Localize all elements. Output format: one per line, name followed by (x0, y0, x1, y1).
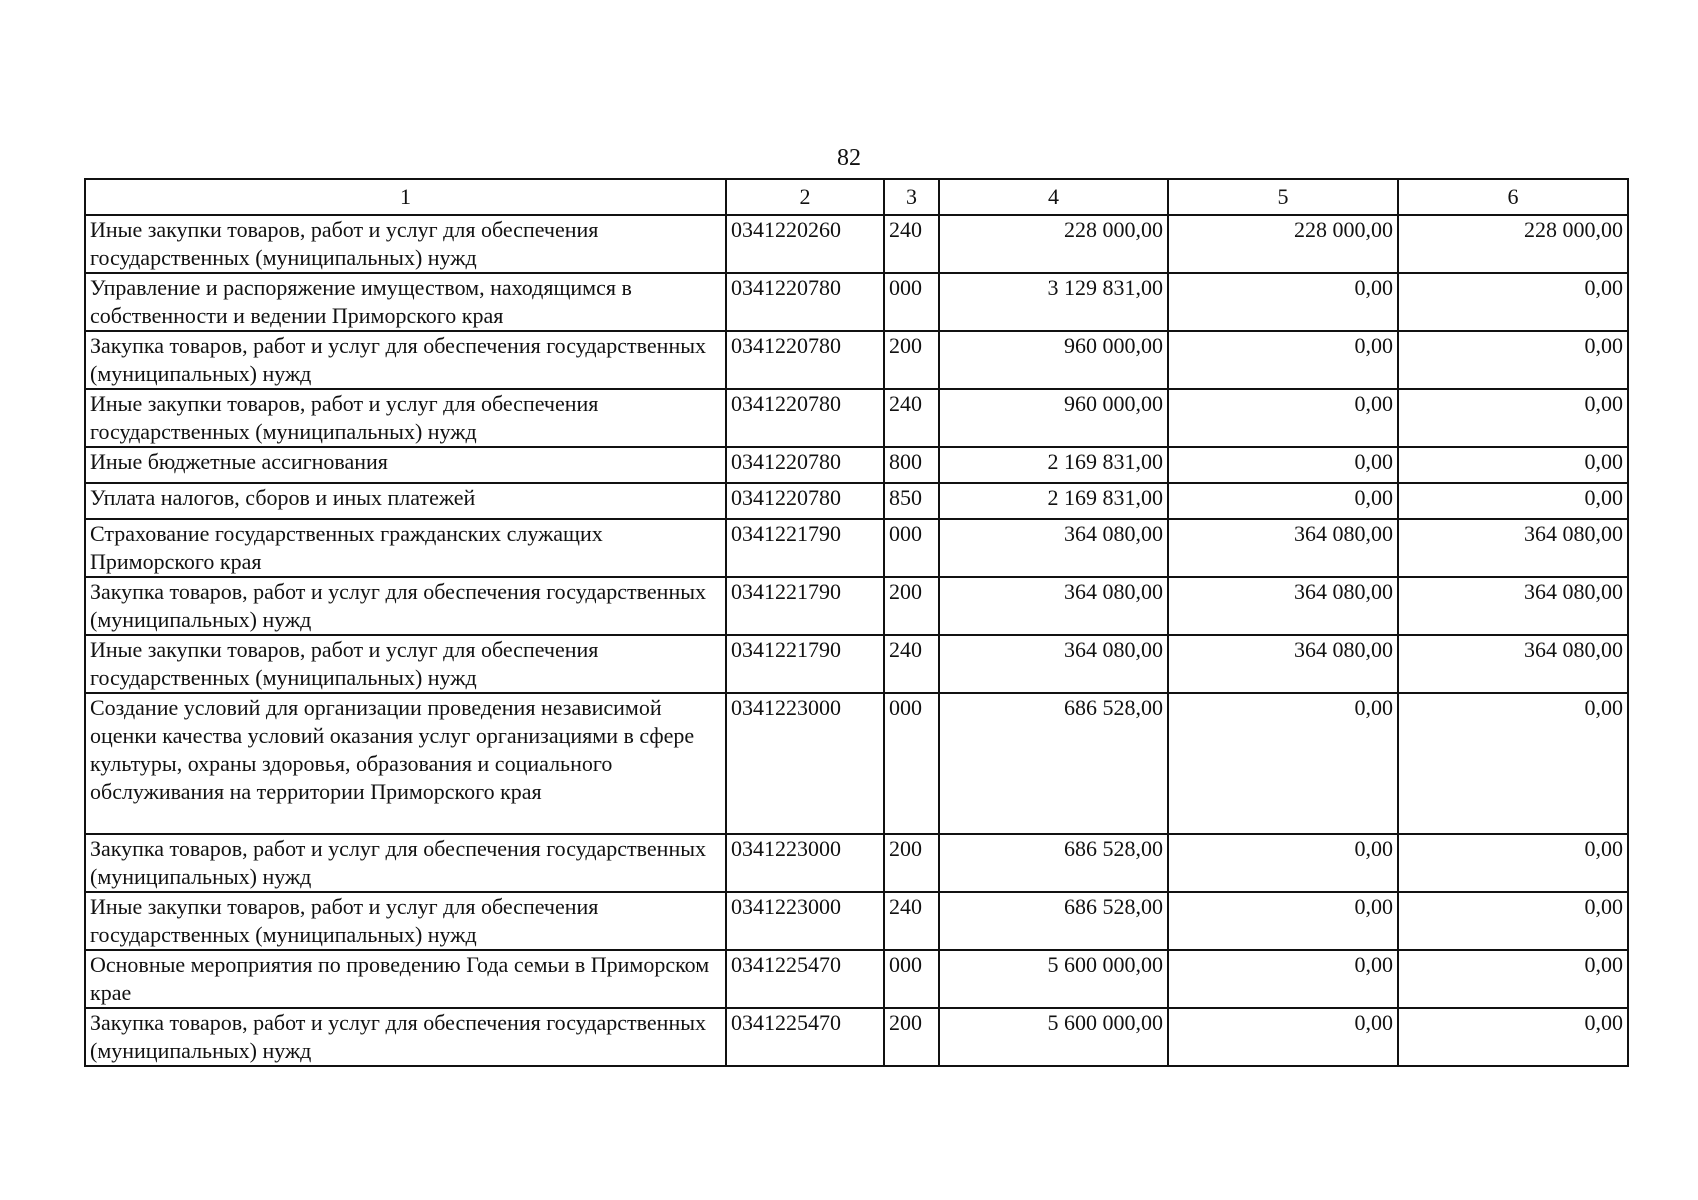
row-code-cell: 0341220780 (726, 483, 884, 519)
row-value-4-cell: 686 528,00 (939, 693, 1168, 834)
row-code-cell: 0341223000 (726, 834, 884, 892)
row-value-4-cell: 364 080,00 (939, 519, 1168, 577)
table-row (85, 635, 1628, 693)
row-value-5-cell: 0,00 (1168, 273, 1398, 331)
column-header-3: 3 (884, 179, 939, 215)
table-row (85, 834, 1628, 892)
column-header-2: 2 (726, 179, 884, 215)
table-row (85, 389, 1628, 447)
table-row (85, 693, 1628, 834)
table-row (85, 892, 1628, 950)
row-name-cell: Уплата налогов, сборов и иных платежей (85, 483, 726, 519)
table-row (85, 577, 1628, 635)
row-kvr-cell: 200 (884, 331, 939, 389)
row-name-cell: Закупка товаров, работ и услуг для обеспечения государственных (муниципальных) нужд (85, 834, 726, 892)
row-value-4-cell: 5 600 000,00 (939, 950, 1168, 1008)
column-header-5: 5 (1168, 179, 1398, 215)
row-value-5-cell: 364 080,00 (1168, 519, 1398, 577)
row-name-cell: Страхование государственных гражданских служащих Приморского края (85, 519, 726, 577)
row-value-6-cell: 364 080,00 (1398, 577, 1628, 635)
row-value-4-cell: 686 528,00 (939, 892, 1168, 950)
row-value-6-cell: 0,00 (1398, 483, 1628, 519)
row-kvr-cell: 800 (884, 447, 939, 483)
column-header-4: 4 (939, 179, 1168, 215)
table-row (85, 273, 1628, 331)
table-row (85, 331, 1628, 389)
row-value-5-cell: 0,00 (1168, 693, 1398, 834)
row-value-4-cell: 3 129 831,00 (939, 273, 1168, 331)
row-value-5-cell: 364 080,00 (1168, 577, 1398, 635)
table-row (85, 447, 1628, 483)
column-header-6: 6 (1398, 179, 1628, 215)
row-code-cell: 0341221790 (726, 577, 884, 635)
row-name-cell: Управление и распоряжение имуществом, находящимся в собственности и ведении Приморского края (85, 273, 726, 331)
row-value-6-cell: 364 080,00 (1398, 635, 1628, 693)
row-value-4-cell: 960 000,00 (939, 331, 1168, 389)
row-code-cell: 0341220780 (726, 447, 884, 483)
row-value-4-cell: 364 080,00 (939, 635, 1168, 693)
row-value-5-cell: 0,00 (1168, 483, 1398, 519)
row-code-cell: 0341223000 (726, 892, 884, 950)
row-kvr-cell: 850 (884, 483, 939, 519)
row-value-5-cell: 0,00 (1168, 834, 1398, 892)
row-code-cell: 0341220780 (726, 273, 884, 331)
row-value-6-cell: 0,00 (1398, 834, 1628, 892)
row-value-4-cell: 686 528,00 (939, 834, 1168, 892)
table-body (85, 215, 1628, 1066)
row-value-4-cell: 960 000,00 (939, 389, 1168, 447)
row-kvr-cell: 000 (884, 273, 939, 331)
row-value-5-cell: 0,00 (1168, 950, 1398, 1008)
row-value-5-cell: 0,00 (1168, 331, 1398, 389)
row-value-6-cell: 0,00 (1398, 1008, 1628, 1066)
budget-table (84, 178, 1629, 1067)
row-name-cell: Иные закупки товаров, работ и услуг для обеспечения государственных (муниципальных) нужд (85, 635, 726, 693)
row-value-5-cell: 0,00 (1168, 389, 1398, 447)
row-value-5-cell: 228 000,00 (1168, 215, 1398, 273)
row-value-4-cell: 2 169 831,00 (939, 447, 1168, 483)
row-value-6-cell: 0,00 (1398, 273, 1628, 331)
row-value-6-cell: 228 000,00 (1398, 215, 1628, 273)
table-row (85, 950, 1628, 1008)
row-kvr-cell: 240 (884, 389, 939, 447)
row-value-6-cell: 0,00 (1398, 447, 1628, 483)
row-value-5-cell: 0,00 (1168, 447, 1398, 483)
table-row (85, 483, 1628, 519)
row-kvr-cell: 240 (884, 635, 939, 693)
row-value-6-cell: 0,00 (1398, 389, 1628, 447)
row-value-5-cell: 0,00 (1168, 1008, 1398, 1066)
row-name-cell: Иные закупки товаров, работ и услуг для обеспечения государственных (муниципальных) нужд (85, 215, 726, 273)
row-code-cell: 0341220260 (726, 215, 884, 273)
row-kvr-cell: 000 (884, 519, 939, 577)
table-row (85, 519, 1628, 577)
row-value-6-cell: 0,00 (1398, 892, 1628, 950)
row-name-cell: Иные бюджетные ассигнования (85, 447, 726, 483)
row-name-cell: Закупка товаров, работ и услуг для обеспечения государственных (муниципальных) нужд (85, 577, 726, 635)
row-code-cell: 0341225470 (726, 1008, 884, 1066)
page-number: 82 (837, 145, 861, 171)
row-name-cell: Основные мероприятия по проведению Года семьи в Приморском крае (85, 950, 726, 1008)
row-kvr-cell: 200 (884, 577, 939, 635)
row-code-cell: 0341223000 (726, 693, 884, 834)
table-row (85, 215, 1628, 273)
row-code-cell: 0341225470 (726, 950, 884, 1008)
row-value-5-cell: 364 080,00 (1168, 635, 1398, 693)
row-value-4-cell: 2 169 831,00 (939, 483, 1168, 519)
row-kvr-cell: 000 (884, 693, 939, 834)
row-value-6-cell: 0,00 (1398, 950, 1628, 1008)
row-name-cell: Иные закупки товаров, работ и услуг для обеспечения государственных (муниципальных) нужд (85, 892, 726, 950)
header-row (85, 179, 1628, 215)
row-code-cell: 0341221790 (726, 635, 884, 693)
row-code-cell: 0341220780 (726, 389, 884, 447)
row-code-cell: 0341220780 (726, 331, 884, 389)
row-name-cell: Создание условий для организации проведения независимой оценки качества условий оказания услуг организациями в сфере культуры, охраны здоровья, образования и социального обслуживания на территории Приморского края (85, 693, 726, 834)
table-row (85, 1008, 1628, 1066)
row-value-4-cell: 5 600 000,00 (939, 1008, 1168, 1066)
row-kvr-cell: 000 (884, 950, 939, 1008)
row-value-6-cell: 364 080,00 (1398, 519, 1628, 577)
column-header-1: 1 (85, 179, 726, 215)
row-value-6-cell: 0,00 (1398, 331, 1628, 389)
row-name-cell: Закупка товаров, работ и услуг для обеспечения государственных (муниципальных) нужд (85, 1008, 726, 1066)
row-value-4-cell: 228 000,00 (939, 215, 1168, 273)
row-kvr-cell: 240 (884, 892, 939, 950)
row-kvr-cell: 240 (884, 215, 939, 273)
row-value-4-cell: 364 080,00 (939, 577, 1168, 635)
row-kvr-cell: 200 (884, 834, 939, 892)
row-name-cell: Закупка товаров, работ и услуг для обеспечения государственных (муниципальных) нужд (85, 331, 726, 389)
row-value-6-cell: 0,00 (1398, 693, 1628, 834)
row-name-cell: Иные закупки товаров, работ и услуг для обеспечения государственных (муниципальных) нужд (85, 389, 726, 447)
row-code-cell: 0341221790 (726, 519, 884, 577)
row-kvr-cell: 200 (884, 1008, 939, 1066)
row-value-5-cell: 0,00 (1168, 892, 1398, 950)
